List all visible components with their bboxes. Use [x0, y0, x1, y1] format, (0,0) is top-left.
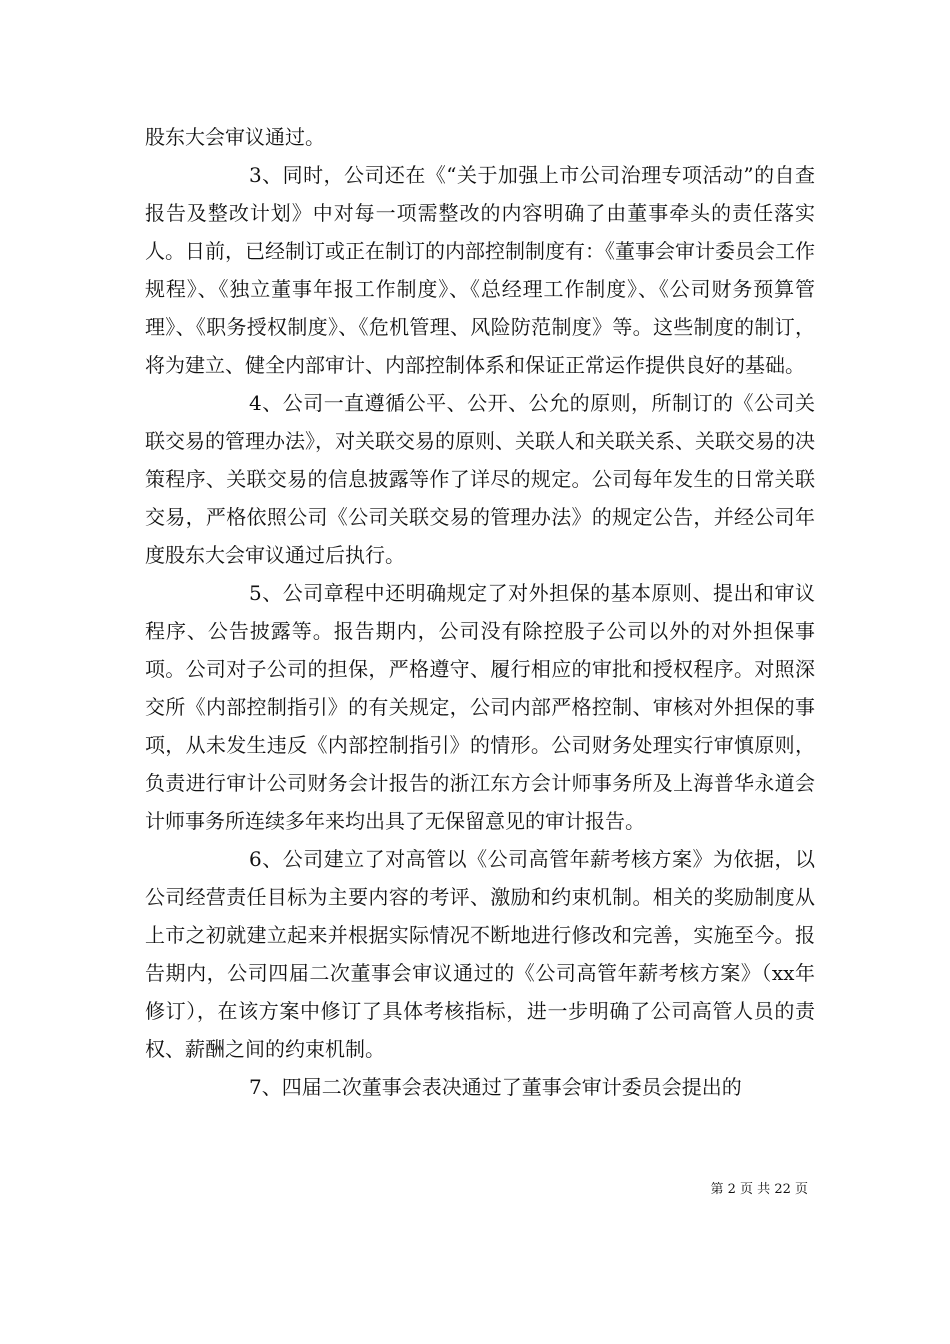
- paragraph-item-5: 5、公司章程中还明确规定了对外担保的基本原则、提出和审议程序、公告披露等。报告期内，公司没有除控股子公司以外的对外担保事项。公司对子公司的担保，严格遵守、履行相应的审批和授权程序。对照深交所《内部控制指引》的有关规定，公司内部严格控制、审核对外担保的事项，从未发生违反《内部控制指引》的情形。公司财务处理实行审慎原则，负责进行审计公司财务会计报告的浙江东方会计师事务所及上海普华永道会计师事务所连续多年来均出具了无保留意见的审计报告。: [145, 581, 815, 833]
- document-body: [145, 118, 815, 1106]
- paragraph-item-6: 6、公司建立了对高管以《公司高管年薪考核方案》为依据，以公司经营责任目标为主要内容的考评、激励和约束机制。相关的奖励制度从上市之初就建立起来并根据实际情况不断地进行修改和完善，实施至今。报告期内，公司四届二次董事会审议通过的《公司高管年薪考核方案》（xx年修订），在该方案中修订了具体考核指标，进一步明确了公司高管人员的责权、薪酬之间的约束机制。: [145, 847, 815, 1061]
- paragraph-continuation: 股东大会审议通过。: [145, 125, 325, 149]
- paragraph-item-3: 3、同时，公司还在《“关于加强上市公司治理专项活动”的自查报告及整改计划》中对每一项需整改的内容明确了由董事牵头的责任落实人。日前，已经制订或正在制订的内部控制制度有：《董事会审计委员会工作规程》、《独立董事年报工作制度》、《总经理工作制度》、《公司财务预算管理》、《职务授权制度》、《危机管理、风险防范制度》等。这些制度的制订，将为建立、健全内部审计、内部控制体系和保证正常运作提供良好的基础。: [145, 163, 815, 377]
- paragraph-item-7: 7、四届二次董事会表决通过了董事会审计委员会提出的: [249, 1075, 742, 1099]
- page-number-footer: 第 2 页 共 22 页: [710, 1182, 808, 1197]
- paragraph-item-4: 4、公司一直遵循公平、公开、公允的原则，所制订的《公司关联交易的管理办法》，对关联交易的原则、关联人和关联关系、关联交易的决策程序、关联交易的信息披露等作了详尽的规定。公司每年发生的日常关联交易，严格依照公司《公司关联交易的管理办法》的规定公告，并经公司年度股东大会审议通过后执行。: [145, 391, 815, 567]
